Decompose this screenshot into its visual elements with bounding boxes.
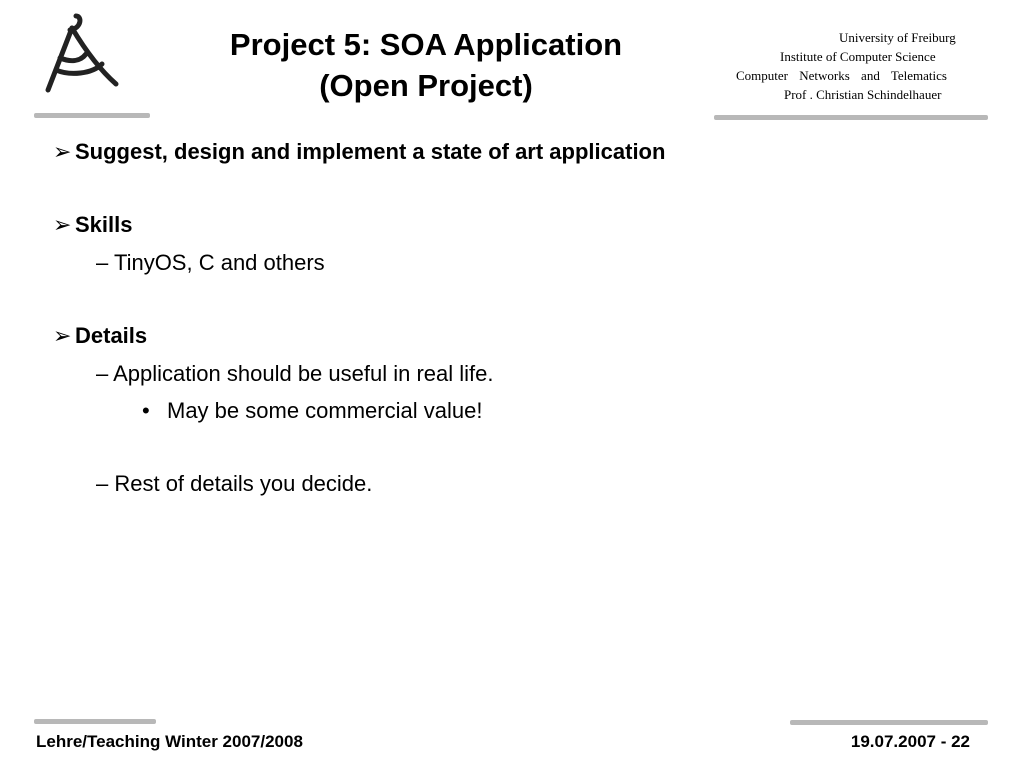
arrow-bullet-icon: ➢ (53, 323, 72, 348)
bullet-label: Details (75, 323, 148, 348)
sub-bullet-application: – Application should be useful in real life. (96, 361, 494, 386)
institute-name: Institute of Computer Science (780, 49, 936, 64)
arrow-bullet-icon: ➢ (53, 139, 72, 164)
sub-bullet-tinyos: – TinyOS, C and others (96, 250, 325, 275)
professor-name: Prof . Christian Schindelhauer (784, 87, 942, 102)
department-word: Networks (799, 68, 850, 83)
dot-bullet-icon: • (142, 398, 150, 423)
bullet-suggest (53, 139, 665, 165)
department-word: Computer (736, 68, 788, 83)
footer-divider-right (790, 720, 988, 725)
university-name: University of Freiburg (839, 30, 956, 45)
bullet-label: Suggest, design and implement a state of art application (75, 139, 666, 164)
department-word: and (861, 68, 880, 83)
footer-divider-left (34, 719, 156, 724)
bullet-skills (53, 212, 132, 238)
bullet-label: Skills (75, 212, 133, 237)
department-word: Telematics (890, 68, 947, 83)
sub-sub-bullet-commercial (142, 398, 482, 424)
title-line-1: Project 5: SOA Application (229, 27, 623, 62)
title-line-2: (Open Project) (319, 68, 533, 103)
arrow-bullet-icon: ➢ (53, 212, 72, 237)
sub-sub-bullet-label: May be some commercial value! (167, 398, 483, 423)
footer-course: Lehre/Teaching Winter 2007/2008 (36, 732, 303, 751)
sub-bullet-rest: – Rest of details you decide. (96, 471, 373, 496)
footer-date-page: 19.07.2007 - 22 (850, 732, 970, 751)
bullet-details (53, 323, 147, 349)
